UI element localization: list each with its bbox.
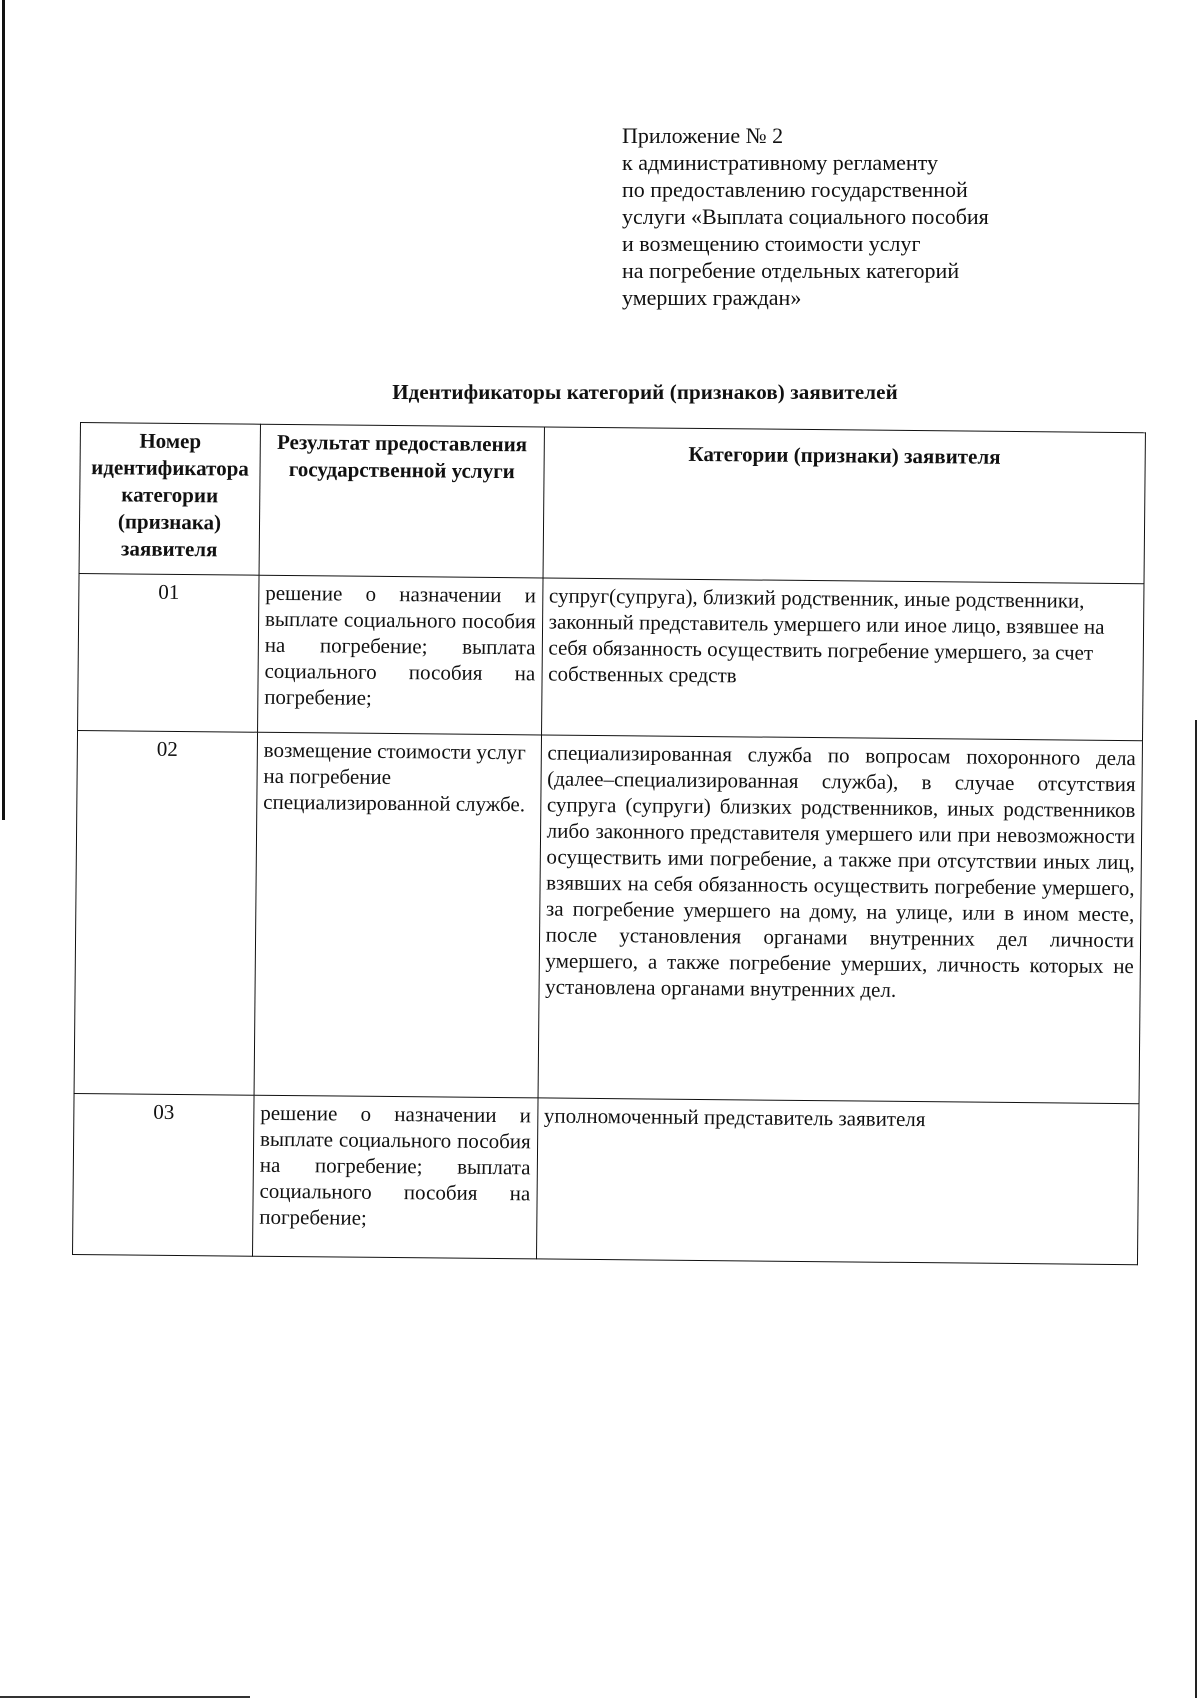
row-category: супруг(супруга), близкий родственник, иные родственники, законный представитель умершего или иное лицо, взявшее на себя обязанность осуществить погребение умершего, за счет собственных средств bbox=[541, 578, 1144, 741]
appendix-line: услуги «Выплата социального пособия bbox=[622, 204, 989, 229]
row-number: 01 bbox=[78, 573, 259, 732]
table-row bbox=[73, 1093, 1139, 1264]
appendix-line: Приложение № 2 bbox=[622, 123, 784, 148]
header-number: Номер идентификатора категории (признака) заявителя bbox=[79, 423, 260, 576]
appendix-line: к административному регламенту bbox=[622, 150, 938, 175]
appendix-block bbox=[622, 122, 1062, 311]
appendix-line: умерших граждан» bbox=[622, 285, 802, 310]
row-number: 03 bbox=[73, 1093, 254, 1256]
document-title: Идентификаторы категорий (признаков) заявителей bbox=[392, 380, 898, 404]
row-result: решение о назначении и выплате социального пособия на погребение; выплата социального пособия на погребение; bbox=[257, 575, 542, 735]
header-result: Результат предоставления государственной услуги bbox=[259, 424, 544, 578]
appendix-line: на погребение отдельных категорий bbox=[622, 258, 960, 283]
table-row bbox=[74, 730, 1142, 1103]
table-row bbox=[78, 573, 1144, 740]
header-category: Категории (признаки) заявителя bbox=[543, 427, 1146, 584]
appendix-line: по предоставлению государственной bbox=[622, 177, 968, 202]
scan-edge-right bbox=[1195, 720, 1197, 1698]
row-result: возмещение стоимости услуг на погребение специализированной службе. bbox=[254, 732, 541, 1098]
row-category: уполномоченный представитель заявителя bbox=[536, 1098, 1139, 1265]
row-result: решение о назначении и выплате социального пособия на погребение; выплата социального пособия на погребение; bbox=[252, 1095, 537, 1259]
row-number: 02 bbox=[74, 730, 257, 1095]
row-category: специализированная служба по вопросам похоронного дела (далее–специализированная служба), в случае отсутствия супруга (супруги) близких родственников, иных родственников либо законного представителя умершего или при невозможности осуществить ими погребение, а также при отсутствии иных лиц, взявших на себя обязанность осуществить погребение умершего, за погребение умершего на дому, на улице, или в ином месте, после установления органами внутренних дел личности умершего, а также погребение умерших, личность которых не установлена органами внутренних дел. bbox=[538, 735, 1143, 1104]
appendix-line: и возмещению стоимости услуг bbox=[622, 231, 921, 256]
scan-edge-left bbox=[2, 0, 5, 820]
table-header-row bbox=[79, 423, 1145, 584]
identifiers-table bbox=[72, 422, 1146, 1265]
